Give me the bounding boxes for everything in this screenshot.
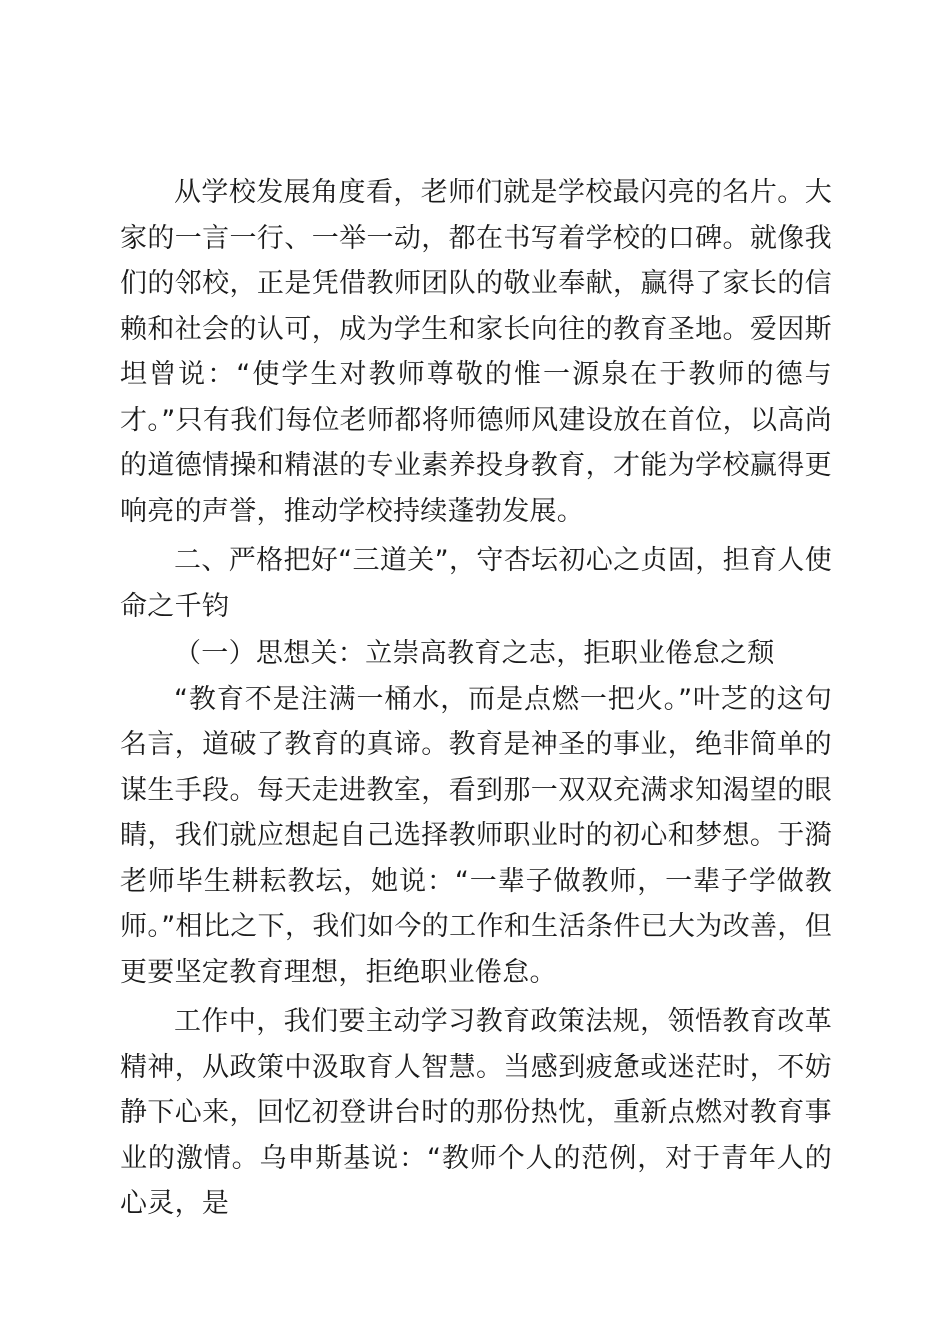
document-body — [120, 170, 832, 1227]
paragraph-policy-study: 工作中，我们要主动学习教育政策法规，领悟教育改革精神，从政策中汲取育人智慧。当感到疲惫或迷茫时，不妨静下心来，回忆初登讲台时的那份热忱，重新点燃对教育事业的激情。乌申斯基说：“教师个人的范例，对于青年人的心灵，是 — [120, 1006, 832, 1219]
subsection-heading-thought-gate: （一）思想关：立崇高教育之志，拒职业倦怠之颓 — [174, 638, 775, 669]
section-heading-three-gates: 二、严格把好“三道关”，守杏坛初心之贞固，担育人使命之千钧 — [120, 545, 832, 622]
paragraph-education-ideal: “教育不是注满一桶水，而是点燃一把火。”叶芝的这句名言，道破了教育的真谛。教育是神圣的事业，绝非简单的谋生手段。每天走进教室，看到那一双双充满求知渴望的眼睛，我们就应想起自己选择教师职业时的初心和梦想。于漪老师毕生耕耘教坛，她说：“一辈子做教师，一辈子学做教师。”相比之下，我们如今的工作和生活条件已大为改善，但更要坚定教育理想，拒绝职业倦怠。 — [120, 683, 832, 988]
paragraph-school-reputation: 从学校发展角度看，老师们就是学校最闪亮的名片。大家的一言一行、一举一动，都在书写着学校的口碑。就像我们的邻校，正是凭借教师团队的敬业奉献，赢得了家长的信赖和社会的认可，成为学生和家长向往的教育圣地。爱因斯坦曾说：“使学生对教师尊敬的惟一源泉在于教师的德与才。”只有我们每位老师都将师德师风建设放在首位，以高尚的道德情操和精湛的专业素养投身教育，才能为学校赢得更响亮的声誉，推动学校持续蓬勃发展。 — [120, 177, 832, 527]
